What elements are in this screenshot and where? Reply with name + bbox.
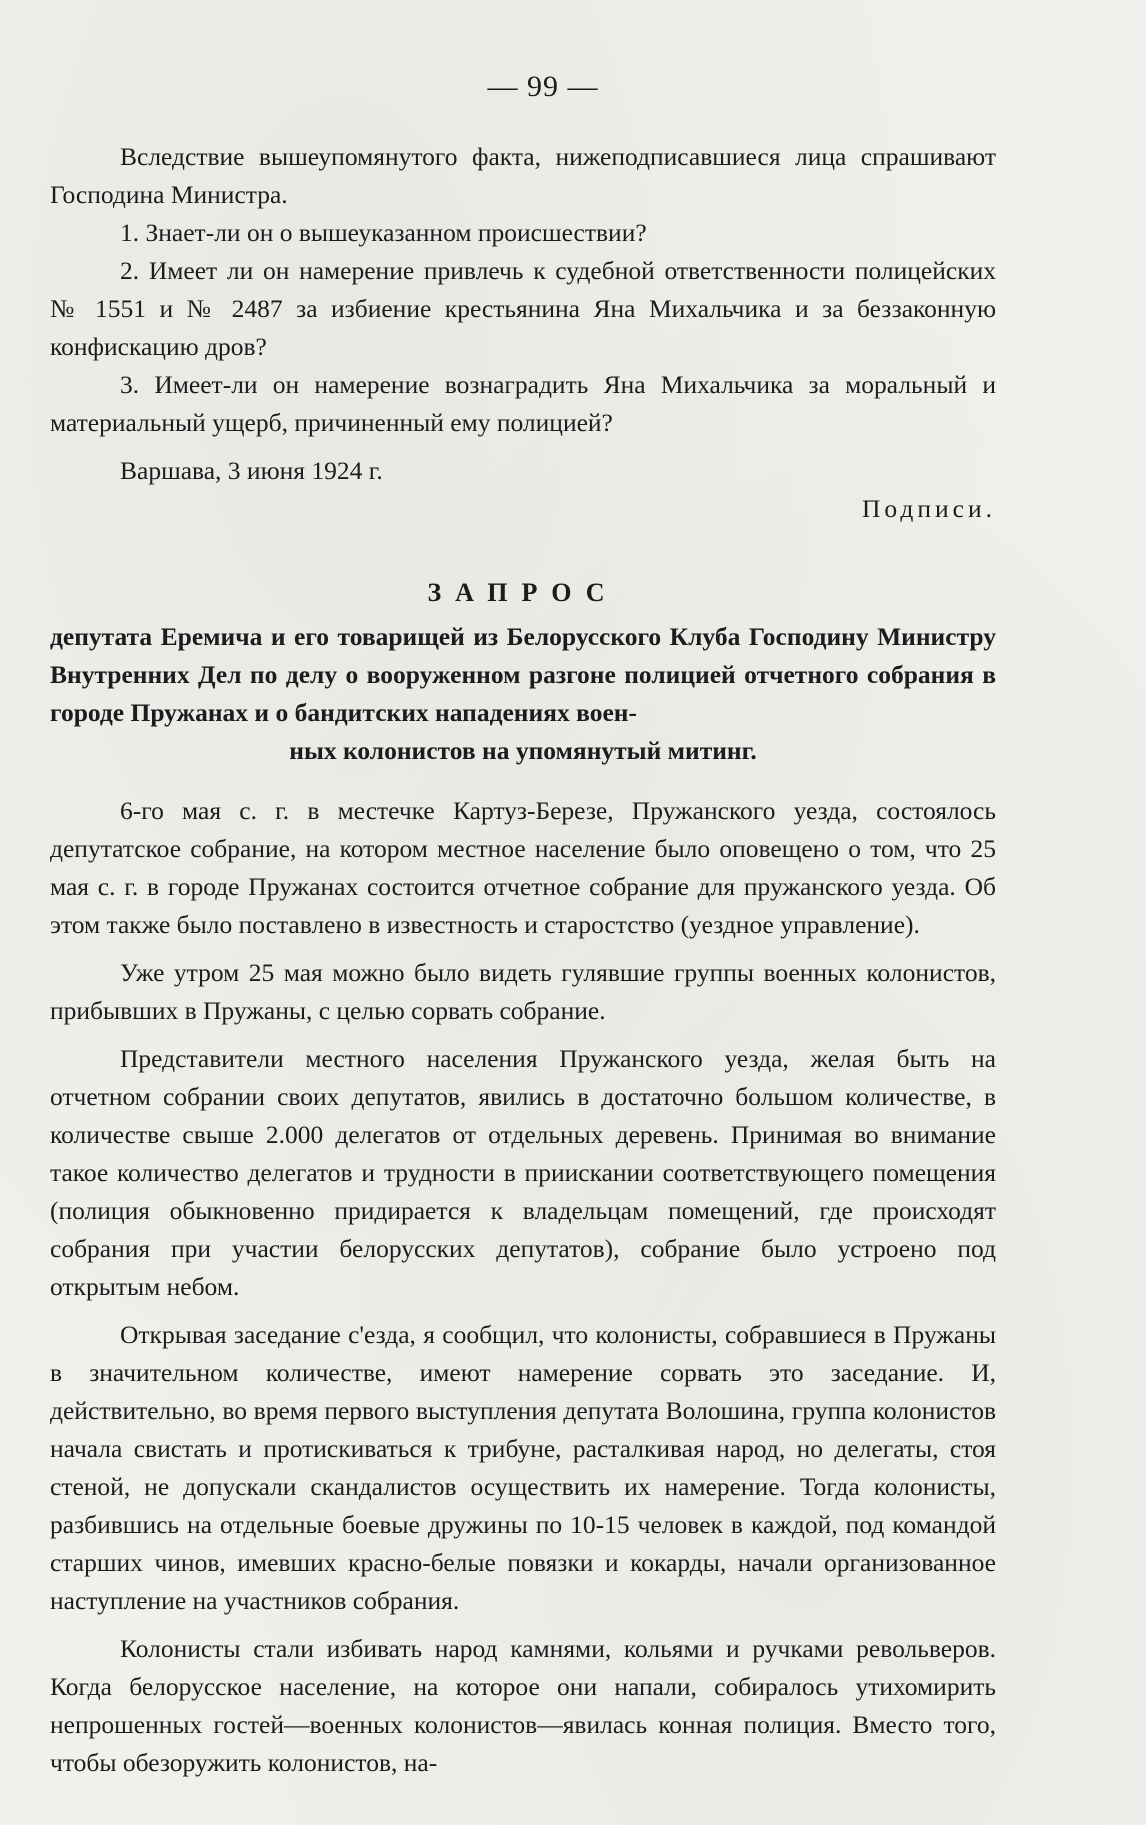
- question-2: 2. Имеет ли он намерение привлечь к судебной ответственности полицейских № 1551 и № 2487 за избиение крестьянина Яна Михальчика и за беззаконную конфискацию дров?: [50, 256, 996, 361]
- subheading-last-line: ных колонистов на упомянутый митинг.: [289, 736, 757, 765]
- subheading-main: депутата Еремича и его товарищей из Белорусского Клуба Господину Министру Внутренних Дел по делу о вооруженном разгоне полицией отчетного собрания в городе Пружанах и о бандитских нападениях воен-: [50, 622, 996, 727]
- place-date: Варшава, 3 июня 1924 г.: [120, 456, 383, 485]
- body-paragraph-1: 6-го мая с. г. в местечке Картуз-Березе, Пружанского уезда, состоялось депутатское собрание, на котором местное население было оповещено о том, что 25 мая с. г. в городе Пружанах состоится отчетное собрание для пружанского уезда. Об этом также было поставлено в известность и старостство (уездное управление).: [50, 796, 996, 939]
- document-heading: ЗАПРОС: [427, 578, 619, 607]
- intro-paragraph: Вследствие вышеупомянутого факта, нижеподписавшиеся лица спрашивают Господина Министра.: [50, 142, 996, 209]
- questions-list: [50, 214, 996, 442]
- signatures: Подписи.: [861, 494, 996, 523]
- body-paragraph-5: Колонисты стали избивать народ камнями, кольями и ручками револьверов. Когда белорусское население, на которое они напали, собиралось утихомирить непрошенных гостей—военных колонистов—явилась конная полиция. Вместо того, чтобы обезоружить колонистов, на-: [50, 1634, 996, 1777]
- document-subheading: [50, 618, 996, 770]
- question-3: 3. Имеет-ли он намерение вознаградить Яна Михальчика за моральный и материальный ущерб, причиненный ему полицией?: [50, 370, 996, 437]
- body-paragraph-2: Уже утром 25 мая можно было видеть гулявшие группы военных колонистов, прибывших в Пружаны, с целью сорвать собрание.: [50, 958, 996, 1025]
- page-number: — 99 —: [487, 70, 599, 103]
- body-paragraph-3: Представители местного населения Пружанского уезда, желая быть на отчетном собрании своих депутатов, явились в достаточно большом количестве, в количестве свыше 2.000 делегатов от отдельных деревень. Принимая во внимание такое количество делегатов и трудности в приискании соответствующего помещения (полиция обыкновенно придирается к владельцам помещений, где происходят собрания при участии белорусских депутатов), собрание было устроено под открытым небом.: [50, 1044, 996, 1301]
- body-paragraph-4: Открывая заседание с'езда, я сообщил, что колонисты, собравшиеся в Пружаны в значительном количестве, имеют намерение сорвать это заседание. И, действительно, во время первого выступления депутата Волошина, группа колонистов начала свистать и протискиваться к трибуне, расталкивая народ, но делегаты, стоя стеной, не допускали скандалистов осуществить их намерение. Тогда колонисты, разбившись на отдельные боевые дружины по 10-15 человек в каждой, под командой старших чинов, имевших красно-белые повязки и кокарды, начали организованное наступление на участников собрания.: [50, 1320, 996, 1615]
- question-1: 1. Знает-ли он о вышеуказанном происшествии?: [120, 218, 647, 247]
